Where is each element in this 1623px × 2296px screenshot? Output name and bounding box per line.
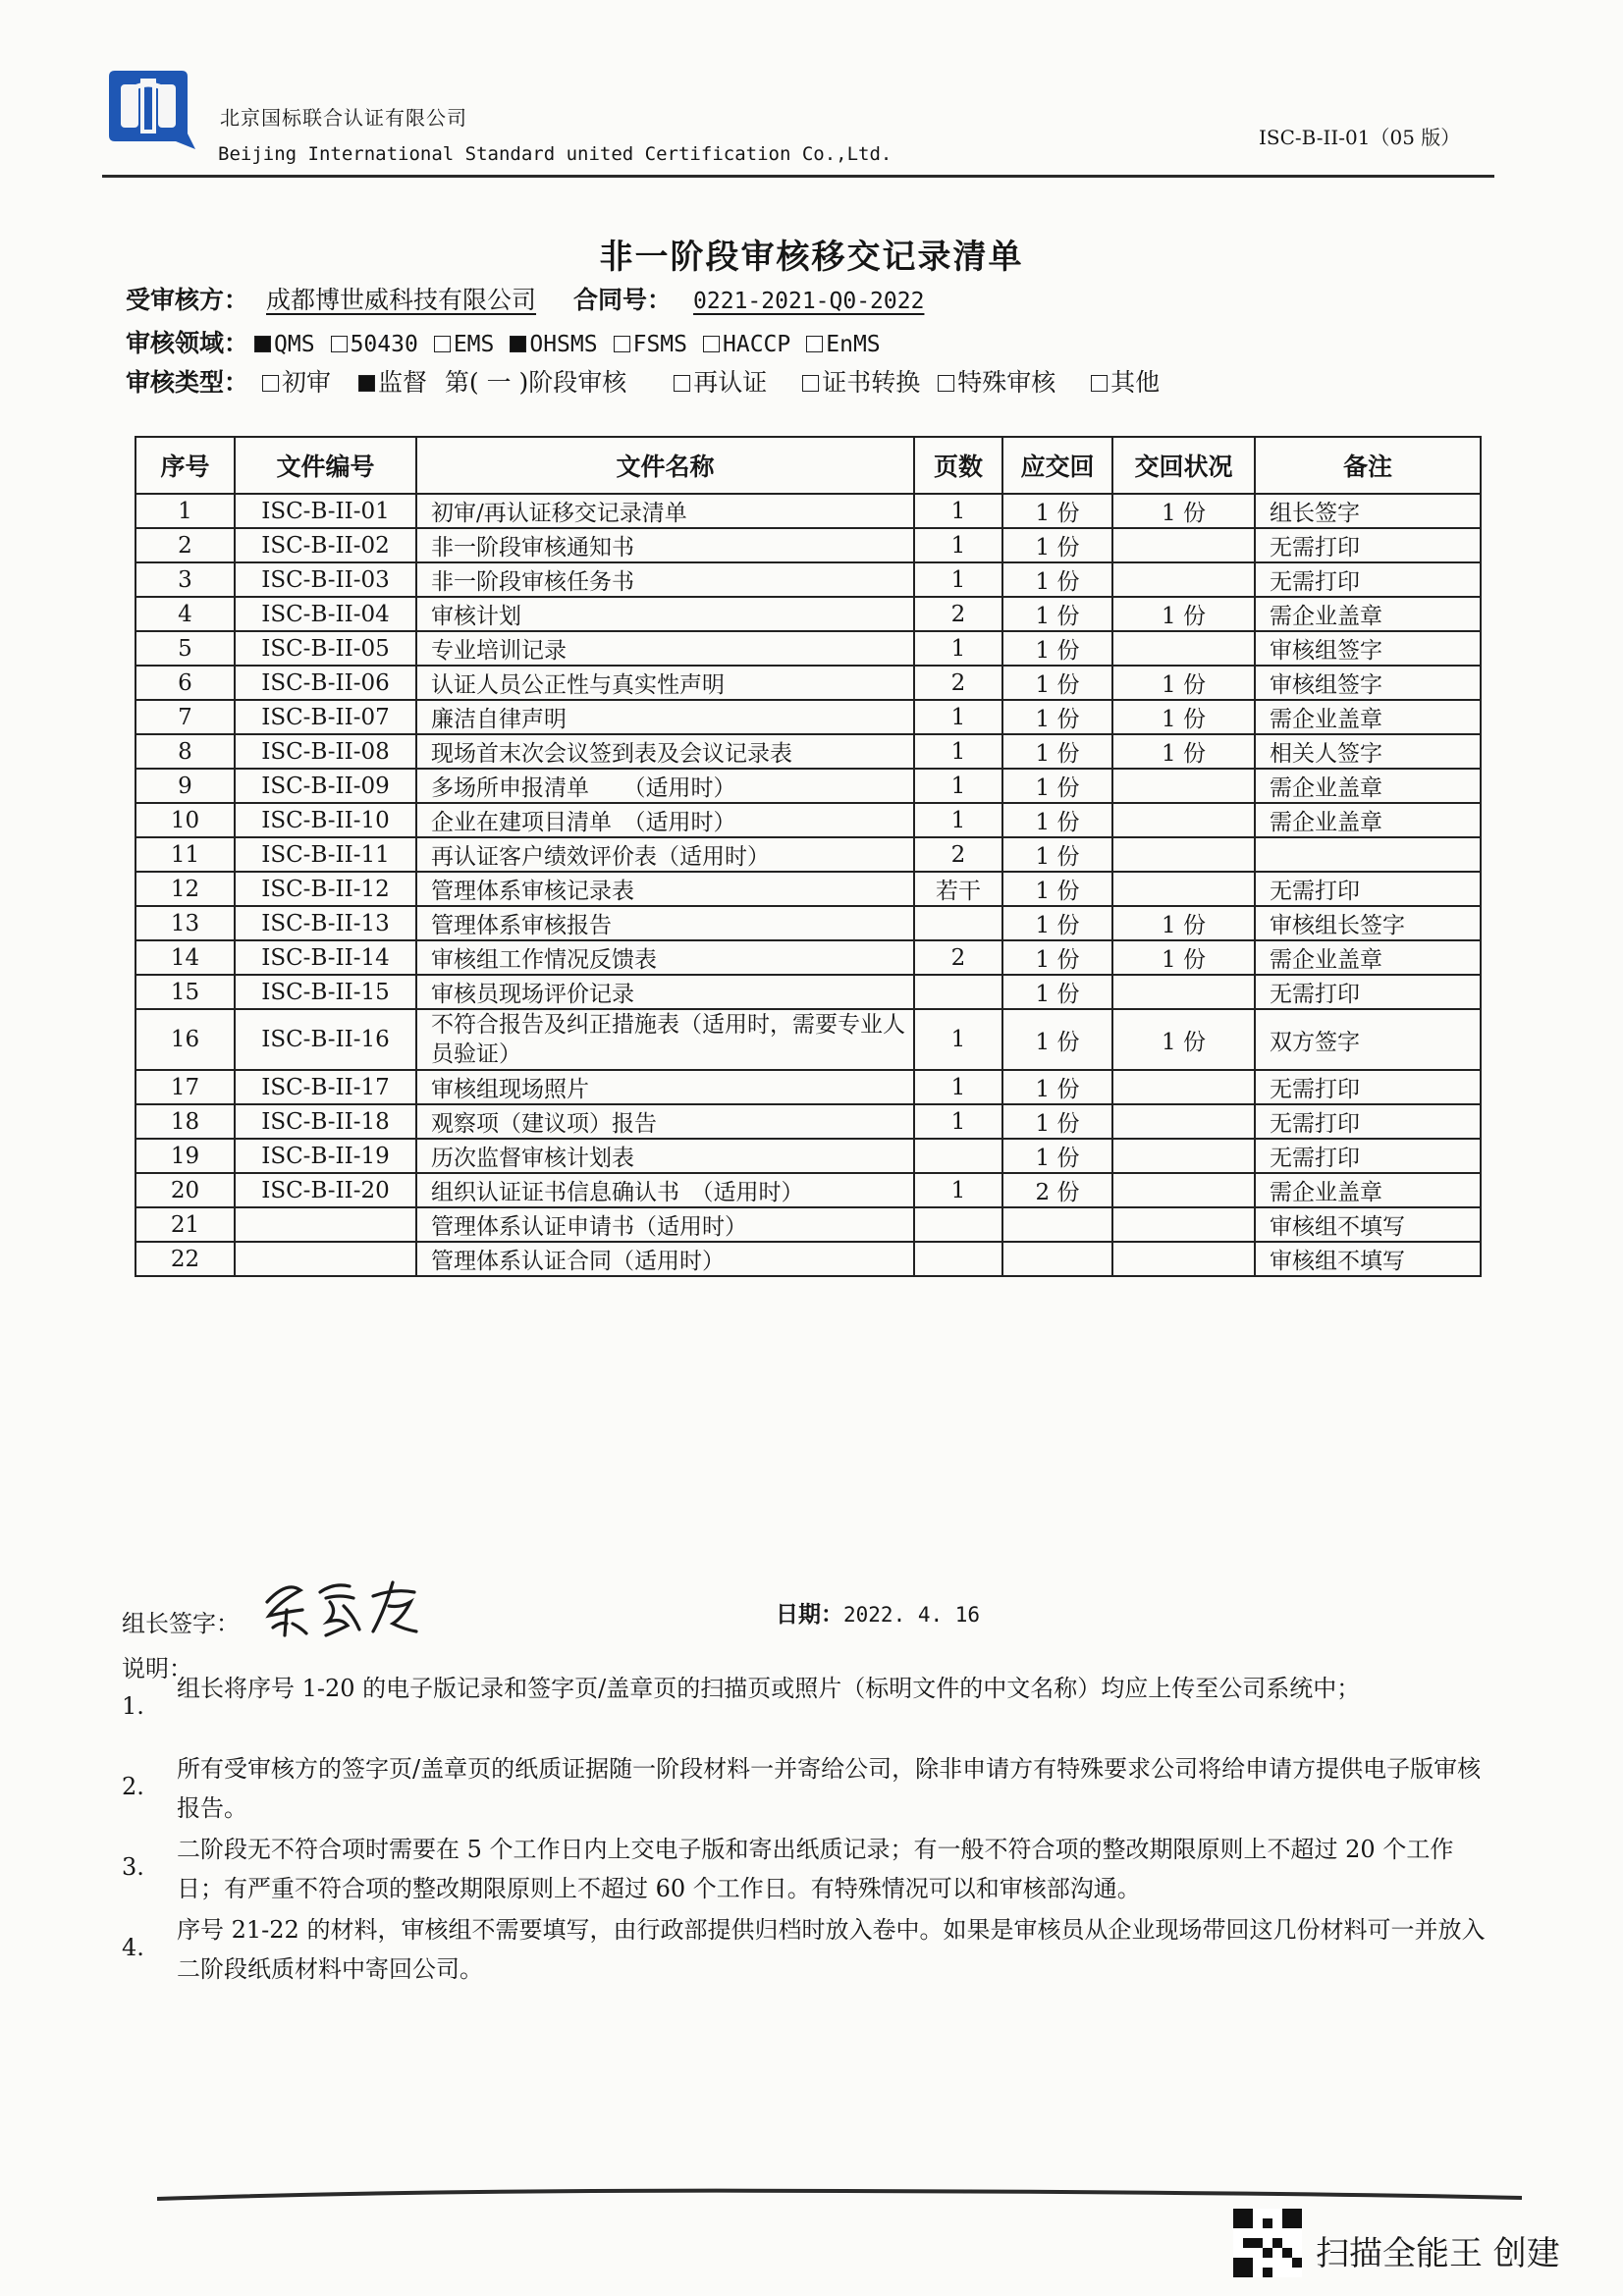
table-row	[135, 734, 1481, 769]
file-name-cell: 非一阶段审核任务书	[416, 562, 914, 597]
contract-label: 合同号：	[573, 286, 673, 314]
copies-due-cell: 1 份	[1002, 769, 1112, 803]
row-number-cell: 18	[135, 1104, 235, 1139]
copies-due-cell: 1 份	[1002, 940, 1112, 975]
page-count-cell: 1	[914, 700, 1002, 734]
file-number-cell: ISC-B-II-19	[235, 1139, 416, 1173]
row-number-cell: 14	[135, 940, 235, 975]
row-number-cell: 4	[135, 597, 235, 631]
row-number-cell: 6	[135, 666, 235, 700]
transfer-record-table	[135, 436, 1482, 1277]
page-count-cell: 2	[914, 666, 1002, 700]
file-name-cell: 非一阶段审核通知书	[416, 528, 914, 562]
file-number-cell	[235, 1207, 416, 1242]
file-name-cell: 审核组现场照片	[416, 1070, 914, 1104]
file-number-cell: ISC-B-II-05	[235, 631, 416, 666]
copies-due-cell: 1 份	[1002, 975, 1112, 1009]
file-name-cell: 管理体系认证申请书（适用时）	[416, 1207, 914, 1242]
table-row	[135, 494, 1481, 528]
return-status-cell	[1112, 1070, 1255, 1104]
page-count-cell: 1	[914, 734, 1002, 769]
type-initial: 初审	[281, 368, 331, 397]
domain-checkbox-group	[248, 329, 891, 357]
return-status-cell	[1112, 528, 1255, 562]
remark-cell: 需企业盖章	[1255, 700, 1481, 734]
type-recert: 再认证	[693, 368, 768, 397]
note-text: 组长将序号 1-20 的电子版记录和签字页/盖章页的扫描页或照片（标明文件的中文名称）均应上传至公司系统中；	[177, 1675, 1361, 1702]
return-status-cell	[1112, 1139, 1255, 1173]
auditee-line	[126, 281, 946, 316]
row-number-cell: 16	[135, 1009, 235, 1070]
copies-due-cell: 1 份	[1002, 1070, 1112, 1104]
copies-due-cell: 1 份	[1002, 597, 1112, 631]
table-row	[135, 872, 1481, 906]
remark-cell: 需企业盖章	[1255, 597, 1481, 631]
table-row	[135, 837, 1481, 872]
note-text: 所有受审核方的签字页/盖章页的纸质证据随一阶段材料一并寄给公司，除非申请方有特殊要求公司将给申请方提供电子版审核报告。	[177, 1755, 1482, 1822]
page-count-cell: 1	[914, 1009, 1002, 1070]
note-text: 序号 21-22 的材料，审核组不需要填写，由行政部提供归档时放入卷中。如果是审核员从企业现场带回这几份材料可一并放入二阶段纸质材料中寄回公司。	[177, 1916, 1486, 1983]
file-number-cell: ISC-B-II-16	[235, 1009, 416, 1070]
return-status-cell	[1112, 1104, 1255, 1139]
return-status-cell	[1112, 803, 1255, 837]
file-number-cell: ISC-B-II-03	[235, 562, 416, 597]
page-count-cell: 1	[914, 1104, 1002, 1139]
remark-cell: 双方签字	[1255, 1009, 1481, 1070]
remark-cell: 需企业盖章	[1255, 769, 1481, 803]
file-number-cell: ISC-B-II-02	[235, 528, 416, 562]
copies-due-cell: 1 份	[1002, 734, 1112, 769]
date-line	[776, 1596, 980, 1629]
page-count-cell: 1	[914, 562, 1002, 597]
remark-cell: 审核组签字	[1255, 666, 1481, 700]
remark-cell: 需企业盖章	[1255, 1173, 1481, 1207]
note-number: 2.	[122, 1773, 144, 1800]
row-number-cell: 1	[135, 494, 235, 528]
row-number-cell: 15	[135, 975, 235, 1009]
file-name-cell: 认证人员公正性与真实性声明	[416, 666, 914, 700]
type-surveillance: 监督	[377, 368, 427, 397]
file-name-cell: 初审/再认证移交记录清单	[416, 494, 914, 528]
return-status-cell: 1 份	[1112, 597, 1255, 631]
file-number-cell: ISC-B-II-20	[235, 1173, 416, 1207]
file-number-cell: ISC-B-II-17	[235, 1070, 416, 1104]
row-number-cell: 10	[135, 803, 235, 837]
note-number: 4.	[122, 1934, 144, 1961]
return-status-cell	[1112, 975, 1255, 1009]
company-name-cn: 北京国标联合认证有限公司	[220, 106, 467, 130]
remark-cell	[1255, 837, 1481, 872]
row-number-cell: 21	[135, 1207, 235, 1242]
domain-checkbox[interactable]	[806, 336, 823, 352]
domain-checkbox[interactable]	[434, 336, 451, 352]
table-row	[135, 1207, 1481, 1242]
remark-cell: 相关人签字	[1255, 734, 1481, 769]
page-count-cell: 1	[914, 769, 1002, 803]
page-count-cell: 若干	[914, 872, 1002, 906]
table-row	[135, 1139, 1481, 1173]
table-row	[135, 1173, 1481, 1207]
page-count-cell: 1	[914, 528, 1002, 562]
file-number-cell: ISC-B-II-18	[235, 1104, 416, 1139]
qr-code-icon	[1233, 2209, 1302, 2277]
return-status-cell: 1 份	[1112, 906, 1255, 940]
page-count-cell	[914, 1207, 1002, 1242]
type-transfer: 证书转换	[822, 368, 921, 397]
table-row	[135, 906, 1481, 940]
domain-option-label: EMS	[453, 332, 495, 357]
return-status-cell	[1112, 1173, 1255, 1207]
other-checkbox[interactable]	[1091, 375, 1108, 392]
date-value: 2022. 4. 16	[843, 1603, 981, 1627]
table-row	[135, 1242, 1481, 1276]
row-number-cell: 13	[135, 906, 235, 940]
isc-logo-icon	[103, 69, 201, 165]
file-name-cell: 不符合报告及纠正措施表（适用时，需要专业人员验证）	[416, 1009, 914, 1070]
page-count-cell	[914, 906, 1002, 940]
return-status-cell: 1 份	[1112, 700, 1255, 734]
column-header: 备注	[1255, 437, 1481, 494]
page-count-cell: 1	[914, 1173, 1002, 1207]
table-header-row	[135, 437, 1481, 494]
note-number: 1.	[122, 1692, 144, 1720]
file-name-cell: 审核组工作情况反馈表	[416, 940, 914, 975]
leader-signature	[257, 1573, 424, 1641]
table-row	[135, 769, 1481, 803]
return-status-cell: 1 份	[1112, 494, 1255, 528]
surveillance-checkbox[interactable]	[358, 375, 375, 392]
return-status-cell: 1 份	[1112, 1009, 1255, 1070]
initial-checkbox[interactable]	[262, 375, 279, 392]
return-status-cell	[1112, 631, 1255, 666]
table-row	[135, 803, 1481, 837]
file-name-cell: 审核员现场评价记录	[416, 975, 914, 1009]
copies-due-cell: 1 份	[1002, 631, 1112, 666]
file-name-cell: 组织认证证书信息确认书 （适用时）	[416, 1173, 914, 1207]
domain-checkbox[interactable]	[331, 336, 348, 352]
return-status-cell	[1112, 562, 1255, 597]
file-number-cell: ISC-B-II-14	[235, 940, 416, 975]
column-header: 序号	[135, 437, 235, 494]
remark-cell: 需企业盖章	[1255, 803, 1481, 837]
document-number: ISC-B-II-01（05 版）	[1259, 126, 1461, 149]
row-number-cell: 5	[135, 631, 235, 666]
table-row	[135, 700, 1481, 734]
page-count-cell: 1	[914, 494, 1002, 528]
copies-due-cell: 1 份	[1002, 562, 1112, 597]
row-number-cell: 2	[135, 528, 235, 562]
copies-due-cell: 2 份	[1002, 1173, 1112, 1207]
stage-text: 第( 一 )阶段审核	[444, 368, 627, 397]
return-status-cell	[1112, 872, 1255, 906]
page-count-cell	[914, 975, 1002, 1009]
domain-checkbox[interactable]	[614, 336, 630, 352]
remark-cell: 审核组长签字	[1255, 906, 1481, 940]
remark-cell: 无需打印	[1255, 528, 1481, 562]
copies-due-cell: 1 份	[1002, 1139, 1112, 1173]
page-count-cell	[914, 1242, 1002, 1276]
table-row	[135, 1104, 1481, 1139]
file-name-cell: 再认证客户绩效评价表（适用时）	[416, 837, 914, 872]
remark-cell: 审核组签字	[1255, 631, 1481, 666]
return-status-cell	[1112, 1207, 1255, 1242]
file-name-cell: 廉洁自律声明	[416, 700, 914, 734]
file-name-cell: 审核计划	[416, 597, 914, 631]
domain-option-label: HACCP	[723, 332, 791, 357]
row-number-cell: 11	[135, 837, 235, 872]
copies-due-cell	[1002, 1242, 1112, 1276]
remark-cell: 需企业盖章	[1255, 940, 1481, 975]
page-title: 非一阶段审核移交记录清单	[599, 238, 1024, 277]
column-header: 文件编号	[235, 437, 416, 494]
column-header: 文件名称	[416, 437, 914, 494]
remark-cell: 无需打印	[1255, 1139, 1481, 1173]
file-name-cell: 管理体系审核记录表	[416, 872, 914, 906]
table-row	[135, 597, 1481, 631]
type-other: 其他	[1110, 368, 1161, 397]
type-label: 审核类型：	[126, 368, 249, 397]
table-row	[135, 631, 1481, 666]
file-number-cell: ISC-B-II-01	[235, 494, 416, 528]
page-count-cell: 2	[914, 597, 1002, 631]
copies-due-cell: 1 份	[1002, 666, 1112, 700]
copies-due-cell	[1002, 1207, 1112, 1242]
remark-cell: 审核组不填写	[1255, 1207, 1481, 1242]
domain-option-label: FSMS	[632, 332, 687, 357]
page-count-cell: 2	[914, 837, 1002, 872]
file-name-cell: 专业培训记录	[416, 631, 914, 666]
row-number-cell: 7	[135, 700, 235, 734]
domain-checkbox[interactable]	[254, 336, 271, 352]
file-name-cell: 历次监督审核计划表	[416, 1139, 914, 1173]
remark-cell: 无需打印	[1255, 562, 1481, 597]
table-row	[135, 528, 1481, 562]
notes-heading: 说明：	[122, 1655, 192, 1682]
page-count-cell: 1	[914, 631, 1002, 666]
remark-cell: 审核组不填写	[1255, 1242, 1481, 1276]
row-number-cell: 19	[135, 1139, 235, 1173]
row-number-cell: 17	[135, 1070, 235, 1104]
file-number-cell: ISC-B-II-09	[235, 769, 416, 803]
file-number-cell: ISC-B-II-08	[235, 734, 416, 769]
file-number-cell: ISC-B-II-06	[235, 666, 416, 700]
table-row	[135, 562, 1481, 597]
domain-option-label: OHSMS	[529, 332, 598, 357]
page-count-cell: 1	[914, 1070, 1002, 1104]
note-number: 3.	[122, 1853, 144, 1881]
domain-option-label: EnMS	[826, 332, 881, 357]
file-number-cell: ISC-B-II-15	[235, 975, 416, 1009]
return-status-cell	[1112, 1242, 1255, 1276]
recert-checkbox[interactable]	[674, 375, 690, 392]
file-name-cell: 现场首末次会议签到表及会议记录表	[416, 734, 914, 769]
copies-due-cell: 1 份	[1002, 906, 1112, 940]
date-label: 日期：	[776, 1601, 843, 1628]
copies-due-cell: 1 份	[1002, 803, 1112, 837]
table-row	[135, 1070, 1481, 1104]
page-count-cell: 2	[914, 940, 1002, 975]
row-number-cell: 9	[135, 769, 235, 803]
remark-cell: 无需打印	[1255, 1104, 1481, 1139]
file-number-cell: ISC-B-II-13	[235, 906, 416, 940]
transfer-checkbox[interactable]	[802, 375, 819, 392]
special-checkbox[interactable]	[938, 375, 954, 392]
copies-due-cell: 1 份	[1002, 872, 1112, 906]
table-row	[135, 666, 1481, 700]
auditee-value: 成都博世威科技有限公司	[266, 286, 537, 314]
return-status-cell: 1 份	[1112, 734, 1255, 769]
copies-due-cell: 1 份	[1002, 1009, 1112, 1070]
remark-cell: 组长签字	[1255, 494, 1481, 528]
contract-value: 0221-2021-Q0-2022	[693, 289, 925, 314]
file-number-cell: ISC-B-II-04	[235, 597, 416, 631]
file-name-cell: 企业在建项目清单 （适用时）	[416, 803, 914, 837]
column-header: 应交回	[1002, 437, 1112, 494]
return-status-cell	[1112, 837, 1255, 872]
copies-due-cell: 1 份	[1002, 528, 1112, 562]
row-number-cell: 8	[135, 734, 235, 769]
file-name-cell: 观察项（建议项）报告	[416, 1104, 914, 1139]
table-row	[135, 940, 1481, 975]
file-number-cell: ISC-B-II-11	[235, 837, 416, 872]
file-name-cell: 管理体系认证合同（适用时）	[416, 1242, 914, 1276]
copies-due-cell: 1 份	[1002, 1104, 1112, 1139]
domain-checkbox[interactable]	[703, 336, 720, 352]
file-number-cell: ISC-B-II-12	[235, 872, 416, 906]
copies-due-cell: 1 份	[1002, 700, 1112, 734]
note-text: 二阶段无不符合项时需要在 5 个工作日内上交电子版和寄出纸质记录；有一般不符合项的整改期限原则上不超过 20 个工作日；有严重不符合项的整改期限原则上不超过 60 个工作日。有特殊情况可以和审核部沟通。	[177, 1836, 1454, 1902]
domain-label: 审核领域：	[126, 329, 249, 357]
return-status-cell	[1112, 769, 1255, 803]
file-number-cell: ISC-B-II-07	[235, 700, 416, 734]
return-status-cell: 1 份	[1112, 666, 1255, 700]
domain-option-label: QMS	[274, 332, 315, 357]
row-number-cell: 20	[135, 1173, 235, 1207]
page-count-cell: 1	[914, 803, 1002, 837]
copies-due-cell: 1 份	[1002, 837, 1112, 872]
remark-cell: 无需打印	[1255, 1070, 1481, 1104]
remark-cell: 无需打印	[1255, 975, 1481, 1009]
remark-cell: 无需打印	[1255, 872, 1481, 906]
type-line	[126, 363, 1160, 399]
auditee-label: 受审核方：	[126, 286, 249, 314]
column-header: 页数	[914, 437, 1002, 494]
row-number-cell: 22	[135, 1242, 235, 1276]
domain-option-label: 50430	[350, 332, 418, 357]
file-name-cell: 管理体系审核报告	[416, 906, 914, 940]
column-header: 交回状况	[1112, 437, 1255, 494]
scanner-watermark: 扫描全能王 创建	[1316, 2234, 1560, 2273]
file-name-cell: 多场所申报清单 （适用时）	[416, 769, 914, 803]
file-number-cell: ISC-B-II-10	[235, 803, 416, 837]
domain-line	[126, 324, 891, 359]
return-status-cell: 1 份	[1112, 940, 1255, 975]
page-count-cell	[914, 1139, 1002, 1173]
domain-checkbox[interactable]	[510, 336, 526, 352]
page-bottom-edge	[157, 2187, 1522, 2201]
header-divider	[102, 175, 1494, 178]
file-number-cell	[235, 1242, 416, 1276]
table-row	[135, 1009, 1481, 1070]
copies-due-cell: 1 份	[1002, 494, 1112, 528]
row-number-cell: 12	[135, 872, 235, 906]
leader-sign-label: 组长签字：	[122, 1610, 240, 1637]
type-special: 特殊审核	[957, 368, 1056, 397]
table-row	[135, 975, 1481, 1009]
row-number-cell: 3	[135, 562, 235, 597]
company-name-en: Beijing International Standard united Certification Co.,Ltd.	[218, 143, 893, 165]
